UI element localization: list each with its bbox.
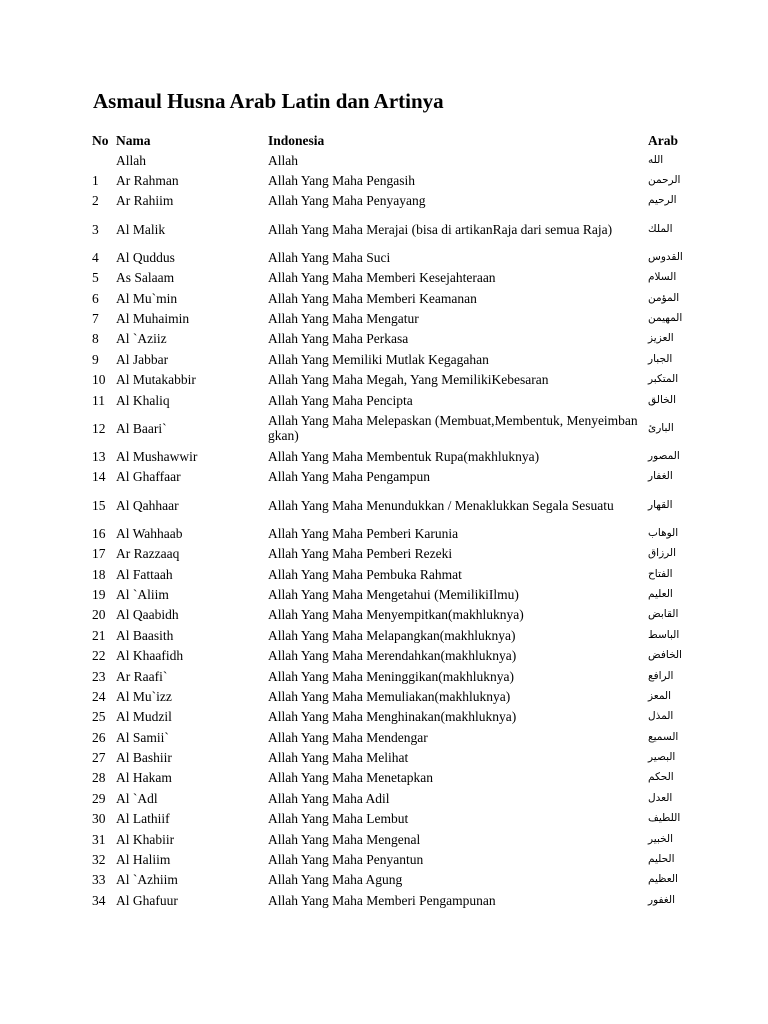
cell-indonesia: Allah Yang Maha Penyantun bbox=[268, 852, 424, 868]
cell-no: 16 bbox=[92, 525, 106, 541]
cell-no: 9 bbox=[92, 351, 99, 367]
cell-indonesia: Allah Yang Maha Lembut bbox=[268, 811, 409, 827]
cell-arab: الخبير bbox=[648, 832, 674, 845]
cell-nama: Ar Rahiim bbox=[116, 193, 174, 209]
table-header-row bbox=[90, 130, 710, 150]
cell-arab: الغفور bbox=[648, 893, 675, 906]
table-row bbox=[90, 686, 710, 706]
cell-arab: البصير bbox=[648, 751, 676, 764]
cell-no: 25 bbox=[92, 709, 106, 725]
cell-no bbox=[90, 150, 114, 170]
cell-nama: Allah bbox=[116, 152, 146, 168]
cell-nama: Al Jabbar bbox=[116, 351, 169, 367]
cell-indonesia: Allah Yang Maha Memberi Kesejahteraan bbox=[268, 270, 496, 286]
cell-arab: العزيز bbox=[648, 332, 674, 345]
cell-nama: Al Baari` bbox=[116, 420, 167, 436]
cell-arab: المذل bbox=[648, 710, 674, 723]
cell-nama: Al Hakam bbox=[116, 770, 172, 786]
cell-arab: البارئ bbox=[648, 421, 674, 434]
cell-arab: الجبار bbox=[648, 352, 673, 365]
table-row bbox=[90, 543, 710, 563]
cell-no: 10 bbox=[92, 372, 106, 388]
cell-nama: Al Khabiir bbox=[116, 831, 175, 847]
cell-arab: الحكم bbox=[648, 771, 674, 784]
cell-no: 18 bbox=[92, 566, 106, 582]
table-row bbox=[90, 809, 710, 829]
cell-arab: القدوس bbox=[648, 250, 683, 263]
cell-nama: Al Mudzil bbox=[116, 709, 172, 725]
cell-no: 5 bbox=[92, 270, 99, 286]
cell-arab: المتكبر bbox=[648, 373, 679, 386]
cell-indonesia: Allah Yang Maha Melepaskan (Membuat,Membentuk, Menyeimbangkan) bbox=[268, 413, 638, 444]
cell-nama: Ar Raafi` bbox=[116, 668, 168, 684]
cell-no: 30 bbox=[92, 811, 106, 827]
cell-no: 11 bbox=[92, 392, 105, 408]
table-row bbox=[90, 890, 710, 910]
cell-nama: As Salaam bbox=[116, 270, 175, 286]
cell-no: 33 bbox=[92, 872, 106, 888]
table-row bbox=[90, 849, 710, 869]
cell-arab: الله bbox=[648, 153, 664, 166]
cell-arab: الرزاق bbox=[648, 547, 677, 560]
asmaul-husna-table bbox=[90, 130, 710, 911]
cell-nama: Al Wahhaab bbox=[116, 525, 183, 541]
table-row bbox=[90, 564, 710, 584]
cell-no: 7 bbox=[92, 311, 99, 327]
cell-arab: الرحمن bbox=[648, 174, 681, 187]
cell-arab: الرافع bbox=[648, 669, 674, 682]
cell-arab: العدل bbox=[648, 791, 673, 804]
cell-nama: Al Fattaah bbox=[116, 566, 173, 582]
table-row bbox=[90, 329, 710, 349]
cell-no: 26 bbox=[92, 729, 106, 745]
cell-nama: Al Lathiif bbox=[116, 811, 170, 827]
header-indonesia: Indonesia bbox=[268, 132, 325, 148]
cell-indonesia: Allah Yang Maha Pencipta bbox=[268, 392, 413, 408]
cell-arab: المهيمن bbox=[648, 312, 683, 325]
cell-nama: Al Ghaffaar bbox=[116, 469, 181, 485]
cell-nama: Al Mutakabbir bbox=[116, 372, 196, 388]
cell-nama: Al `Aliim bbox=[116, 586, 169, 602]
cell-arab: المعز bbox=[648, 689, 672, 702]
cell-indonesia: Allah Yang Maha Melihat bbox=[268, 750, 409, 766]
table-row bbox=[90, 768, 710, 788]
cell-indonesia: Allah Yang Maha Menghinakan(makhluknya) bbox=[268, 709, 517, 725]
cell-indonesia: Allah Yang Maha Pembuka Rahmat bbox=[268, 566, 462, 582]
cell-nama: Al Muhaimin bbox=[116, 311, 190, 327]
cell-no: 6 bbox=[92, 290, 99, 306]
cell-no: 20 bbox=[92, 607, 106, 623]
cell-arab: المصور bbox=[648, 449, 680, 462]
cell-arab: الوهاب bbox=[648, 526, 679, 539]
cell-no: 32 bbox=[92, 852, 106, 868]
cell-no: 22 bbox=[92, 648, 106, 664]
cell-indonesia: Allah Yang Maha Perkasa bbox=[268, 331, 409, 347]
header-nama: Nama bbox=[116, 132, 151, 148]
cell-arab: القابض bbox=[648, 608, 679, 621]
cell-indonesia: Allah Yang Memiliki Mutlak Kegagahan bbox=[268, 351, 489, 367]
cell-nama: Al Mu`izz bbox=[116, 688, 172, 704]
cell-arab: الغفار bbox=[648, 470, 673, 483]
cell-no: 23 bbox=[92, 668, 106, 684]
cell-arab: الباسط bbox=[648, 628, 680, 641]
cell-arab: القهار bbox=[648, 498, 673, 511]
cell-arab: الفتاح bbox=[648, 567, 673, 580]
cell-nama: Al Malik bbox=[116, 221, 166, 237]
cell-arab: السميع bbox=[648, 730, 679, 743]
cell-no: 8 bbox=[92, 331, 99, 347]
cell-no: 3 bbox=[92, 221, 99, 237]
cell-no: 15 bbox=[92, 497, 106, 513]
cell-indonesia: Allah Yang Maha Agung bbox=[268, 872, 403, 888]
cell-no: 27 bbox=[92, 750, 106, 766]
cell-no: 17 bbox=[92, 546, 106, 562]
cell-nama: Al `Adl bbox=[116, 790, 158, 806]
table-row bbox=[90, 645, 710, 665]
cell-arab: الخالق bbox=[648, 393, 677, 406]
cell-no: 21 bbox=[92, 627, 106, 643]
table-row bbox=[90, 211, 710, 247]
cell-no: 19 bbox=[92, 586, 106, 602]
table-row bbox=[90, 191, 710, 211]
table-row bbox=[90, 829, 710, 849]
cell-indonesia: Allah Yang Maha Merajai (bisa di artikanRaja dari semua Raja) bbox=[268, 221, 613, 237]
cell-indonesia: Allah Yang Maha Pemberi Karunia bbox=[268, 525, 459, 541]
table-row bbox=[90, 247, 710, 267]
cell-nama: Al `Aziiz bbox=[116, 331, 167, 347]
cell-nama: Al Khaafidh bbox=[116, 648, 184, 664]
table-body bbox=[90, 150, 710, 911]
cell-no: 29 bbox=[92, 790, 106, 806]
cell-nama: Al Qahhaar bbox=[116, 497, 179, 513]
table-row bbox=[90, 349, 710, 369]
cell-arab: الملك bbox=[648, 222, 673, 235]
cell-indonesia: Allah Yang Maha Menundukkan / Menaklukkan Segala Sesuatu bbox=[268, 497, 614, 513]
cell-indonesia: Allah Yang Maha Penyayang bbox=[268, 193, 426, 209]
table-row bbox=[90, 788, 710, 808]
table-row bbox=[90, 170, 710, 190]
cell-indonesia: Allah Yang Maha Memberi Pengampunan bbox=[268, 892, 496, 908]
cell-nama: Al Quddus bbox=[116, 249, 175, 265]
cell-indonesia: Allah Yang Maha Melapangkan(makhluknya) bbox=[268, 627, 516, 643]
table-row bbox=[90, 150, 710, 170]
table-row bbox=[90, 370, 710, 390]
cell-nama: Al Mushawwir bbox=[116, 448, 198, 464]
cell-no: 12 bbox=[92, 420, 106, 436]
table-row bbox=[90, 605, 710, 625]
cell-no: 24 bbox=[92, 688, 106, 704]
cell-indonesia: Allah Yang Maha Pengampun bbox=[268, 469, 430, 485]
cell-nama: Al Ghafuur bbox=[116, 892, 178, 908]
header-arab: Arab bbox=[648, 132, 678, 148]
cell-indonesia: Allah Yang Maha Memuliakan(makhluknya) bbox=[268, 688, 511, 704]
header-no: No bbox=[92, 132, 109, 148]
cell-indonesia: Allah Yang Maha Mendengar bbox=[268, 729, 428, 745]
table-row bbox=[90, 870, 710, 890]
cell-no: 1 bbox=[92, 173, 99, 189]
table-row bbox=[90, 288, 710, 308]
cell-no: 4 bbox=[92, 249, 99, 265]
cell-no: 28 bbox=[92, 770, 106, 786]
table-row bbox=[90, 666, 710, 686]
cell-no: 2 bbox=[92, 193, 99, 209]
cell-nama: Al Qaabidh bbox=[116, 607, 179, 623]
cell-nama: Al Khaliq bbox=[116, 392, 170, 408]
cell-arab: اللطيف bbox=[648, 812, 681, 825]
table-row bbox=[90, 707, 710, 727]
document-title: Asmaul Husna Arab Latin dan Artinya bbox=[93, 89, 444, 113]
cell-arab: العليم bbox=[648, 587, 673, 600]
cell-indonesia: Allah Yang Maha Mengenal bbox=[268, 831, 421, 847]
cell-no: 31 bbox=[92, 831, 106, 847]
cell-indonesia: Allah Yang Maha Megah, Yang MemilikiKebesaran bbox=[268, 372, 549, 388]
cell-nama: Ar Razzaaq bbox=[116, 546, 180, 562]
table-row bbox=[90, 625, 710, 645]
table-row bbox=[90, 747, 710, 767]
cell-arab: الحليم bbox=[648, 853, 675, 866]
cell-indonesia: Allah Yang Maha Pengasih bbox=[268, 173, 415, 189]
cell-nama: Al Bashiir bbox=[116, 750, 172, 766]
cell-no: 34 bbox=[92, 892, 106, 908]
cell-indonesia: Allah bbox=[268, 152, 298, 168]
cell-nama: Al Mu`min bbox=[116, 290, 178, 306]
cell-indonesia: Allah Yang Maha Adil bbox=[268, 790, 390, 806]
cell-arab: العظيم bbox=[648, 873, 678, 886]
cell-no: 13 bbox=[92, 448, 106, 464]
cell-arab: الرحيم bbox=[648, 194, 677, 207]
table-row bbox=[90, 308, 710, 328]
cell-indonesia: Allah Yang Maha Pemberi Rezeki bbox=[268, 546, 453, 562]
cell-arab: الخافض bbox=[648, 649, 682, 662]
cell-nama: Al `Azhiim bbox=[116, 872, 178, 888]
cell-nama: Al Baasith bbox=[116, 627, 174, 643]
cell-no: 14 bbox=[92, 469, 106, 485]
table-row bbox=[90, 584, 710, 604]
cell-indonesia: Allah Yang Maha Menyempitkan(makhluknya) bbox=[268, 607, 524, 623]
table-row bbox=[90, 410, 710, 446]
table-row bbox=[90, 390, 710, 410]
cell-indonesia: Allah Yang Maha Membentuk Rupa(makhluknya) bbox=[268, 448, 540, 464]
cell-arab: المؤمن bbox=[648, 291, 680, 304]
table-row bbox=[90, 523, 710, 543]
cell-nama: Al Samii` bbox=[116, 729, 169, 745]
cell-indonesia: Allah Yang Maha Menetapkan bbox=[268, 770, 433, 786]
cell-indonesia: Allah Yang Maha Memberi Keamanan bbox=[268, 290, 477, 306]
table-row bbox=[90, 268, 710, 288]
table-row bbox=[90, 727, 710, 747]
cell-indonesia: Allah Yang Maha Merendahkan(makhluknya) bbox=[268, 648, 517, 664]
table-row bbox=[90, 467, 710, 487]
table-row bbox=[90, 487, 710, 523]
cell-arab: السلام bbox=[648, 271, 677, 284]
table-row bbox=[90, 446, 710, 466]
cell-nama: Ar Rahman bbox=[116, 173, 179, 189]
cell-indonesia: Allah Yang Maha Meninggikan(makhluknya) bbox=[268, 668, 514, 684]
cell-indonesia: Allah Yang Maha Suci bbox=[268, 249, 391, 265]
cell-nama: Al Haliim bbox=[116, 852, 171, 868]
cell-indonesia: Allah Yang Maha Mengetahui (MemilikiIlmu) bbox=[268, 586, 519, 602]
cell-indonesia: Allah Yang Maha Mengatur bbox=[268, 311, 419, 327]
